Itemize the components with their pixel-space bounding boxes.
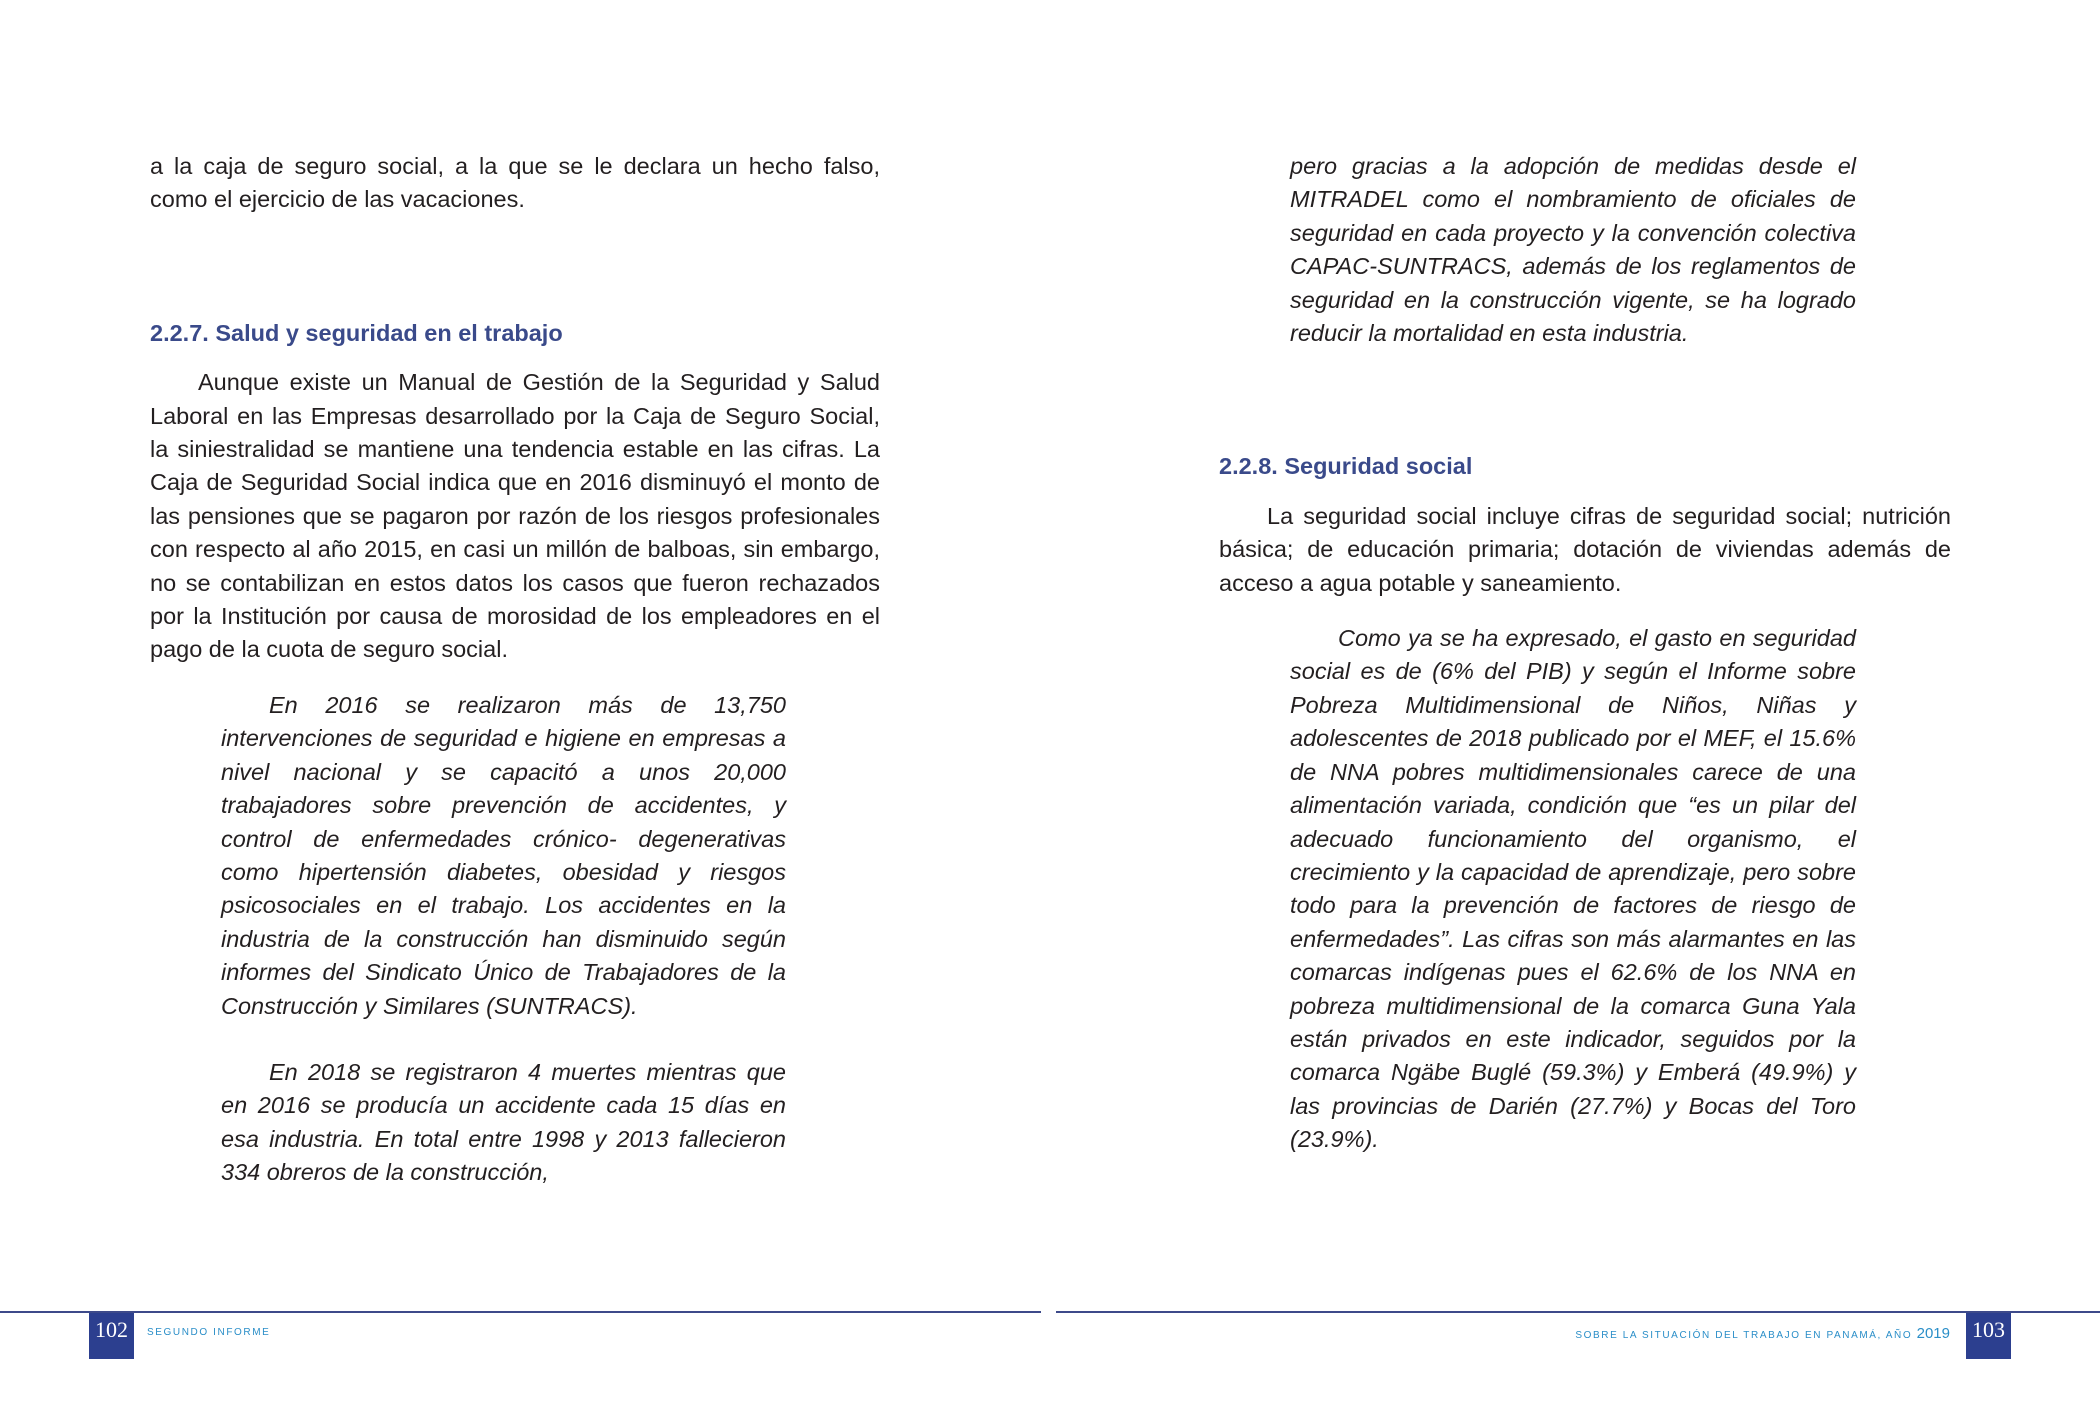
left-page-text [150,150,880,1190]
right-running-head-text: SOBRE LA SITUACIÓN DEL TRABAJO EN PANAMÁ, AÑO [1575,1330,1913,1341]
left-footer-rule [0,1311,1041,1313]
right-page-text [1219,150,1951,1157]
right-paragraph-social-security: La seguridad social incluye cifras de seguridad social; nutrición básica; de educación primaria; dotación de viviendas además de acceso a agua potable y saneamiento. [1219,502,1951,596]
right-running-head-year: 2019 [1916,1325,1950,1342]
left-quote-interventions: En 2016 se realizaron más de 13,750 intervenciones de seguridad e higiene en empresas a nivel nacional y se capacitó a unos 20,000 trabajadores sobre prevención de accidentes, y control de enfermedades crónico- degenerativas como hipertensión diabetes, obesidad y riesgos psicosociales en el trabajo. Los accidentes en la industria de la construcción han disminuido según informes del Sindicato Único de Trabajadores de la Construcción y Similares (SUNTRACS). [221,691,786,1019]
left-paragraph-continuation: a la caja de seguro social, a la que se le declara un hecho falso, como el ejercicio de las vacaciones. [150,153,880,213]
section-heading-2-2-8: 2.2.8. Seguridad social [1219,453,1473,480]
left-page-number: 102 [89,1313,134,1359]
section-heading-2-2-7: 2.2.7. Salud y seguridad en el trabajo [150,319,563,346]
right-page-number: 103 [1966,1313,2011,1359]
right-footer-rule [1056,1311,2100,1313]
right-quote-poverty: Como ya se ha expresado, el gasto en seguridad social es de (6% del PIB) y según el Informe sobre Pobreza Multidimensional de Niños, Niñas y adolescentes de 2018 publicado por el MEF, el 15.6% de NNA pobres multidimensionales carece de una alimentación variada, condición que “es un pilar del adecuado funcionamiento del organismo, el crecimiento y la capacidad de aprendizaje, pero sobre todo para la prevención de factores de riesgo de enfermedades”. Las cifras son más alarmantes en las comarcas indígenas pues el 62.6% de los NNA en pobreza multidimensional de la comarca Guna Yala están privados en este indicador, seguidos por la comarca Ngäbe Buglé (59.3%) y Emberá (49.9%) y las provincias de Darién (27.7%) y Bocas del Toro (23.9%). [1290,625,1856,1153]
right-quote-continuation: pero gracias a la adopción de medidas desde el MITRADEL como el nombramiento de oficiales de seguridad en cada proyecto y la convención colectiva CAPAC-SUNTRACS, además de los reglamentos de seguridad en la construcción vigente, se ha logrado reducir la mortalidad en esta industria. [1290,153,1856,347]
left-paragraph-safety: Aunque existe un Manual de Gestión de la Seguridad y Salud Laboral en las Empresas desarrollado por la Caja de Seguro Social, la siniestralidad se mantiene una tendencia estable en las cifras. La Caja de Seguridad Social indica que en 2016 disminuyó el monto de las pensiones que se pagaron por razón de los riesgos profesionales con respecto al año 2015, en casi un millón de balboas, sin embargo, no se contabilizan en estos datos los casos que fueron rechazados por la Institución por causa de morosidad de los empleadores en el pago de la cuota de seguro social. [150,369,880,663]
left-quote-deaths: En 2018 se registraron 4 muertes mientras que en 2016 se producía un accidente cada 15 días en esa industria. En total entre 1998 y 2013 fallecieron 334 obreros de la construcción, [221,1058,786,1186]
right-running-head [1575,1325,1950,1342]
left-running-head: SEGUNDO INFORME [147,1327,271,1338]
